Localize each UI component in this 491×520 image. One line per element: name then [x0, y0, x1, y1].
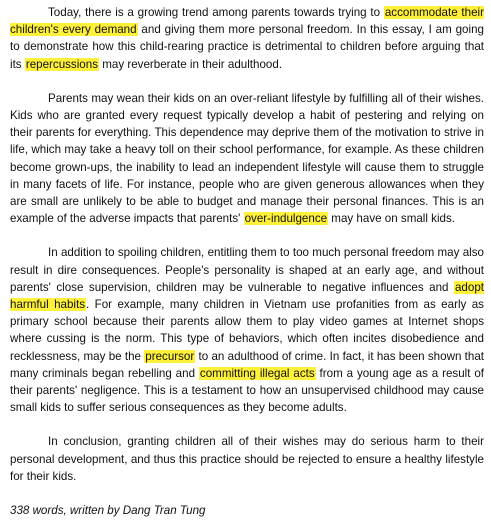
highlighted-phrase: over-indulgence — [244, 212, 328, 226]
essay-paragraph-2 — [10, 90, 484, 228]
paragraph-text: may have on small kids. — [328, 212, 456, 226]
highlighted-phrase: repercussions — [25, 57, 99, 71]
essay-document — [10, 4, 484, 519]
paragraph-text: from a young age as a result of their parents' negligence. This is a testament to how an unsupervised childhood may cause small kids to suffer serious consequences as they become adults. — [10, 366, 484, 415]
highlighted-phrase: adopt harmful habits — [10, 280, 484, 312]
essay-body — [10, 4, 484, 485]
paragraph-text: . For example, many children in Vietnam use profanities from as early as primary school because their parents allow them to play video games at Internet shops where cussing is the norm. This type of behaviors, which often incites disobedience and recklessness, may be the — [10, 298, 484, 363]
highlighted-phrase: precursor — [145, 349, 195, 363]
highlighted-phrase: accommodate their children's every demand — [10, 6, 484, 37]
essay-paragraph-4 — [10, 433, 484, 485]
paragraph-text: may reverberate in their adulthood. — [99, 57, 283, 71]
paragraph-text: and giving them more personal freedom. In this essay, I am going to demonstrate how this child-rearing practice is detrimental to children before arguing that its — [10, 23, 484, 71]
paragraph-text: In conclusion, granting children all of their wishes may do serious harm to their personal development, and thus this practice should be rejected to ensure a healthy lifestyle for their kids. — [10, 435, 484, 483]
essay-paragraph-3 — [10, 244, 484, 416]
paragraph-text: In addition to spoiling children, entitling them to too much personal freedom may also result in dire consequences. People's personality is shaped at an early age, and without parents' close supervision, children may be vulnerable to negative influences and — [10, 246, 484, 294]
paragraph-text: Today, there is a growing trend among parents towards trying to — [48, 6, 384, 19]
paragraph-text: Parents may wean their kids on an over-reliant lifestyle by fulfilling all of their wishes. Kids who are granted every request typically develop a habit of pestering and relying on their parents for everything. This dependence may deprive them of the motivation to strive in life, which may take a heavy toll on their school performance, for example. As these children become grown-ups, the inability to lead an independent lifestyle will cause them to struggle in many facets of life. For instance, people who are given generous allowances when they are small are unlikely to be able to budget and manage their personal finances. This is an example of the adverse impacts that parents' — [10, 91, 484, 226]
highlighted-phrase: committing illegal acts — [199, 366, 315, 380]
word-count-footer: 338 words, written by Dang Tran Tung — [10, 504, 206, 518]
paragraph-text: to an adulthood of crime. In fact, it has been shown that many criminals began rebelling and — [10, 349, 485, 380]
essay-paragraph-1 — [10, 4, 484, 73]
